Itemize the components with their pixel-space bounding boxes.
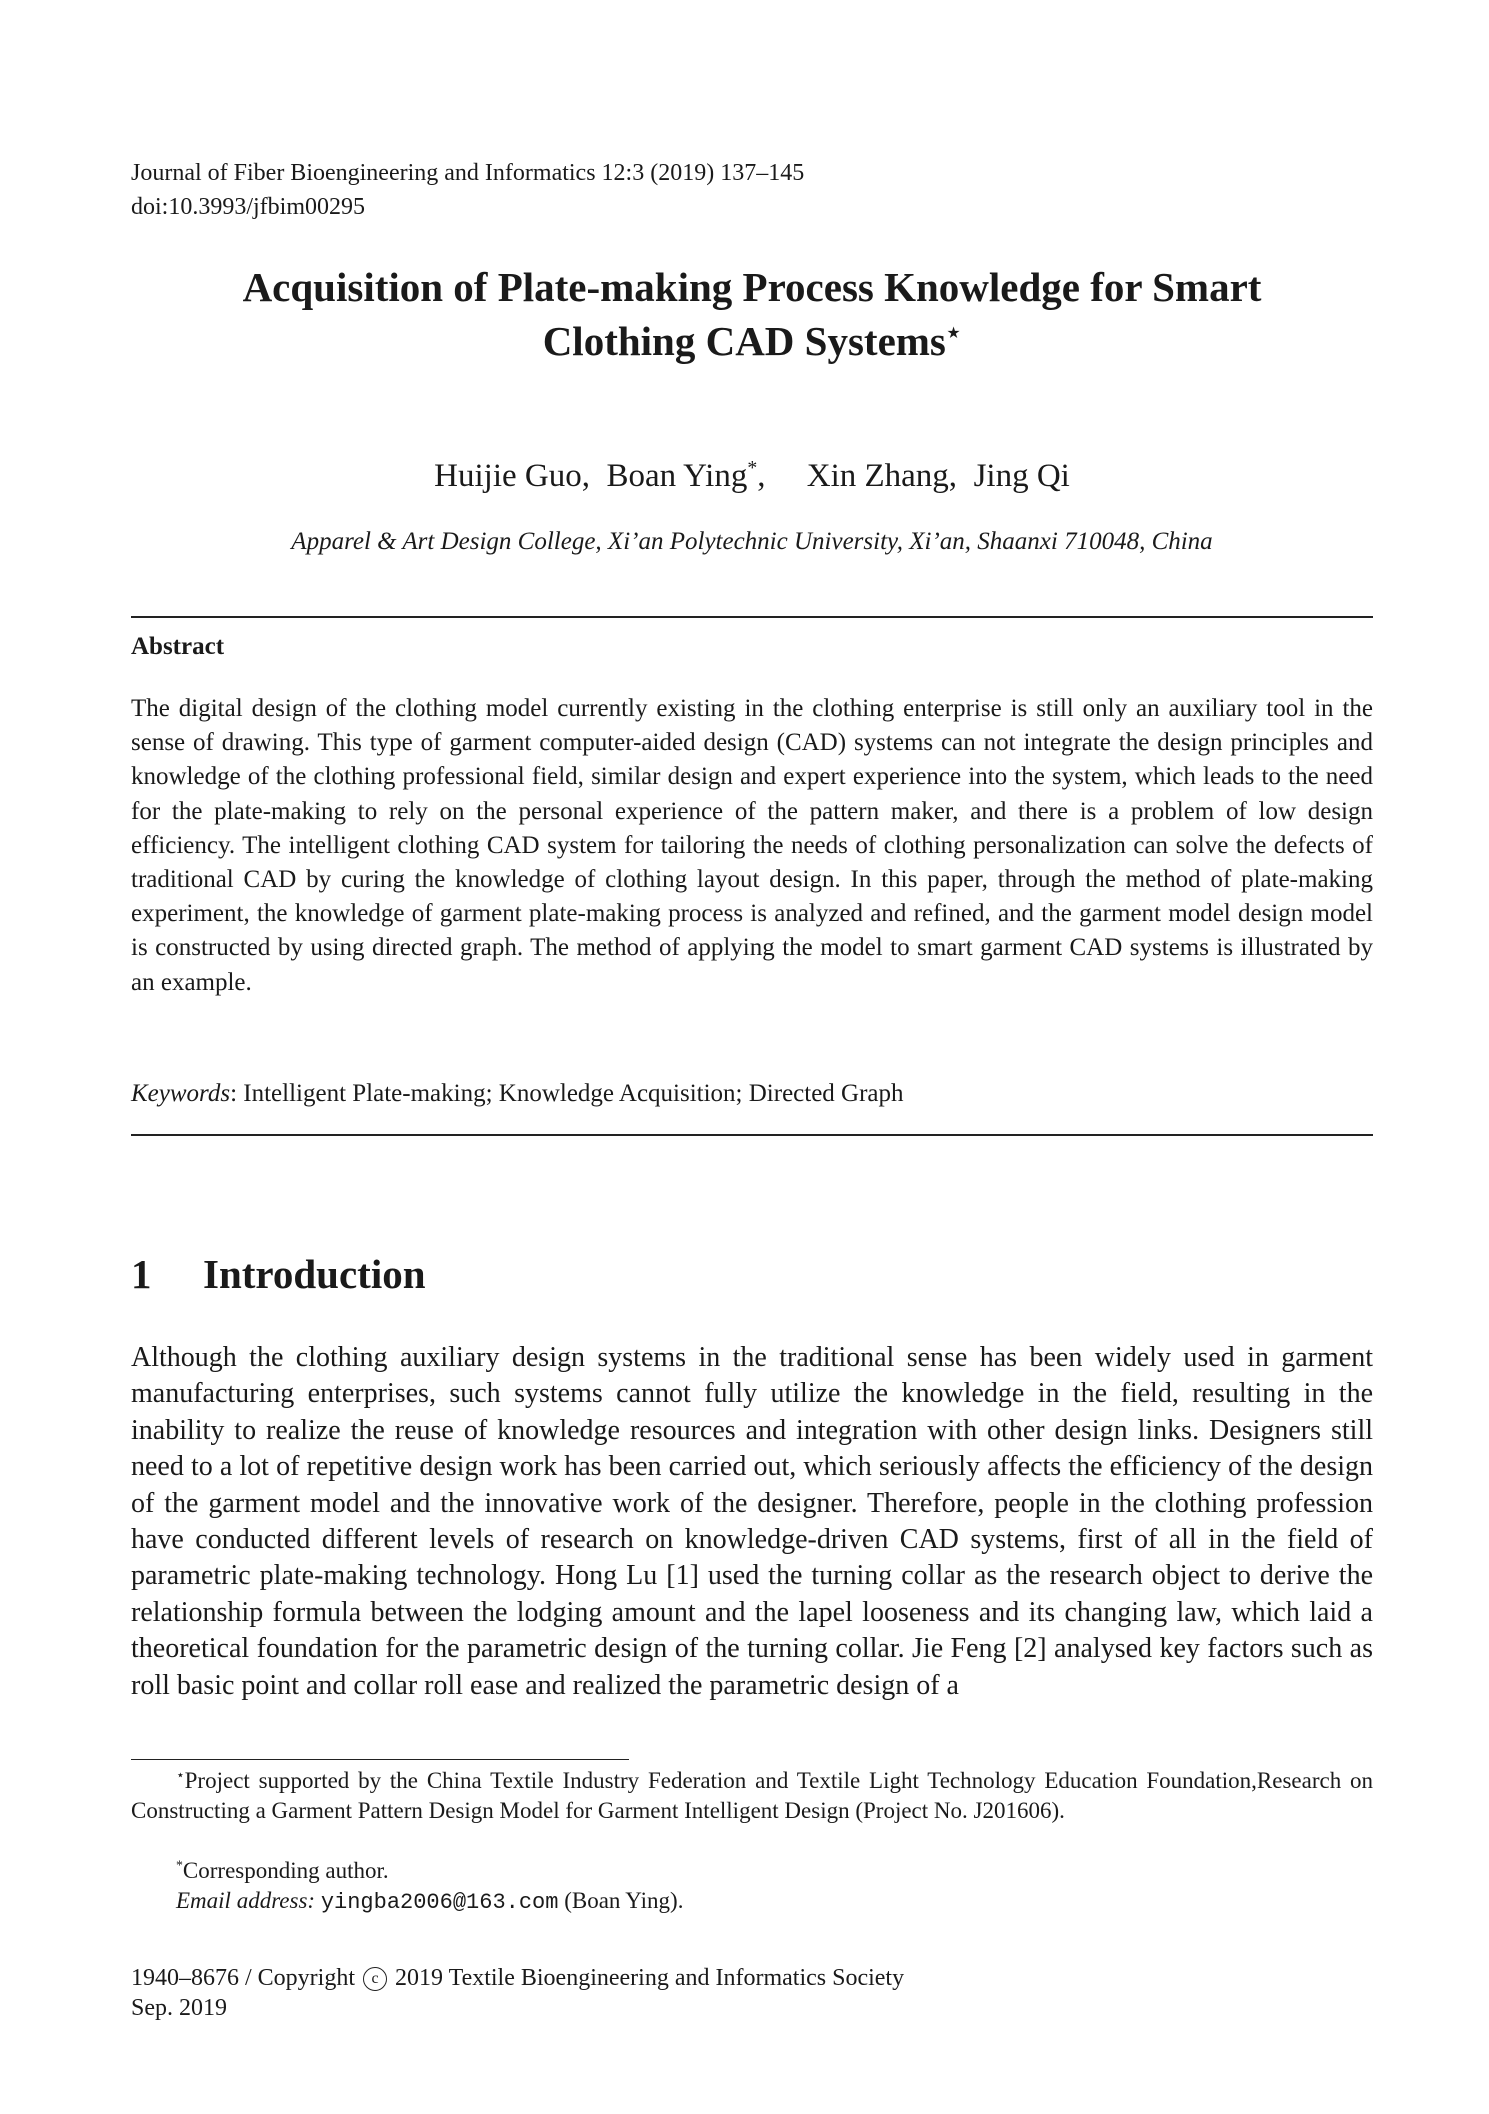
keywords-label: Keywords: [131, 1080, 231, 1107]
section-number: 1: [131, 1251, 152, 1297]
copyright-holder: 2019 Textile Bioengineering and Informatics Society: [395, 1965, 905, 1991]
journal-citation: Journal of Fiber Bioengineering and Informatics 12:3 (2019) 137–145: [131, 160, 805, 186]
author-2-name: Boan Ying: [606, 458, 748, 494]
author-2-comma: ,: [757, 458, 766, 494]
title-line-2-text: Clothing CAD Systems: [542, 318, 946, 364]
author-list: [131, 458, 1373, 495]
copyright-icon: c: [363, 1967, 387, 1991]
title-line-2: [131, 314, 1373, 368]
issn: 1940–8676 / Copyright: [131, 1965, 356, 1991]
section-title: Introduction: [203, 1251, 426, 1297]
footnote-project: [131, 1766, 1373, 1826]
keywords-list: : Intelligent Plate-making; Knowledge Acquisition; Directed Graph: [230, 1080, 904, 1107]
footnote-email: [131, 1886, 1373, 1918]
author-4: Jing Qi: [973, 458, 1070, 494]
doi: doi:10.3993/jfbim00295: [131, 194, 365, 220]
publication-date: Sep. 2019: [131, 1995, 227, 2021]
corresponding-marker: *: [747, 457, 758, 479]
paper-title: [131, 260, 1373, 368]
corresponding-footnote-marker: *: [176, 1857, 183, 1873]
email-owner: (Boan Ying).: [564, 1888, 684, 1913]
abstract-body: The digital design of the clothing model currently existing in the clothing enterprise is still only an auxiliary tool in the sense of drawing. This type of garment computer-aided design (CAD) systems can not integrate the design principles and knowledge of the clothing professional field, similar design and expert experience into the system, which leads to the need for the plate-making to rely on the personal experience of the pattern maker, and there is a problem of low design efficiency. The intelligent clothing CAD system for tailoring the needs of clothing personalization can solve the defects of traditional CAD by curing the knowledge of clothing layout design. In this paper, through the method of plate-making experiment, the knowledge of garment plate-making process is analyzed and refined, and the garment model design model is constructed by using directed graph. The method of applying the model to smart garment CAD systems is illustrated by an example.: [131, 695, 1373, 996]
email-link[interactable]: yingba2006@163.com: [320, 1890, 559, 1915]
abstract-top-rule: [131, 616, 1373, 618]
abstract-bottom-rule: [131, 1134, 1373, 1136]
email-label: Email address:: [176, 1888, 316, 1913]
project-footnote-marker: ⋆: [176, 1767, 185, 1783]
footnote-corresponding: [131, 1856, 1373, 1886]
affiliation: Apparel & Art Design College, Xi’an Polytechnic University, Xi’an, Shaanxi 710048, China: [291, 528, 1213, 555]
introduction-body: Although the clothing auxiliary design systems in the traditional sense has been widely used in garment manufacturing enterprises, such systems cannot fully utilize the knowledge in the field, resulting in the inability to realize the reuse of knowledge resources and integration with other design links. Designers still need to a lot of repetitive design work has been carried out, which seriously affects the efficiency of the design of the garment model and the innovative work of the designer. Therefore, people in the clothing profession have conducted different levels of research on knowledge-driven CAD systems, first of all in the field of parametric plate-making technology. Hong Lu [1] used the turning collar as the research object to derive the relationship formula between the lodging amount and the lapel looseness and its changing law, which laid a theoretical foundation for the parametric design of the turning collar. Jie Feng [2] analysed key factors such as roll basic point and collar roll ease and realized the parametric design of a: [131, 1342, 1373, 1701]
author-2: [606, 458, 765, 494]
abstract-heading: Abstract: [131, 633, 225, 660]
corresponding-footnote-text: Corresponding author.: [182, 1858, 389, 1883]
title-footnote-marker: ⋆: [945, 319, 962, 347]
author-1: Huijie Guo,: [434, 458, 590, 494]
title-line-1: Acquisition of Plate-making Process Knowledge for Smart: [242, 264, 1262, 310]
author-3: Xin Zhang,: [806, 458, 958, 494]
copyright-line: [131, 1963, 904, 1993]
section-heading-introduction: [131, 1250, 426, 1298]
footnote-rule: [131, 1759, 629, 1760]
project-footnote-text: Project supported by the China Textile Industry Federation and Textile Light Technology Education Foundation,Research on Constructing a Garment Pattern Design Model for Garment Intelligent Design (Project No. J201606).: [131, 1768, 1373, 1823]
keywords: [131, 1080, 904, 1108]
